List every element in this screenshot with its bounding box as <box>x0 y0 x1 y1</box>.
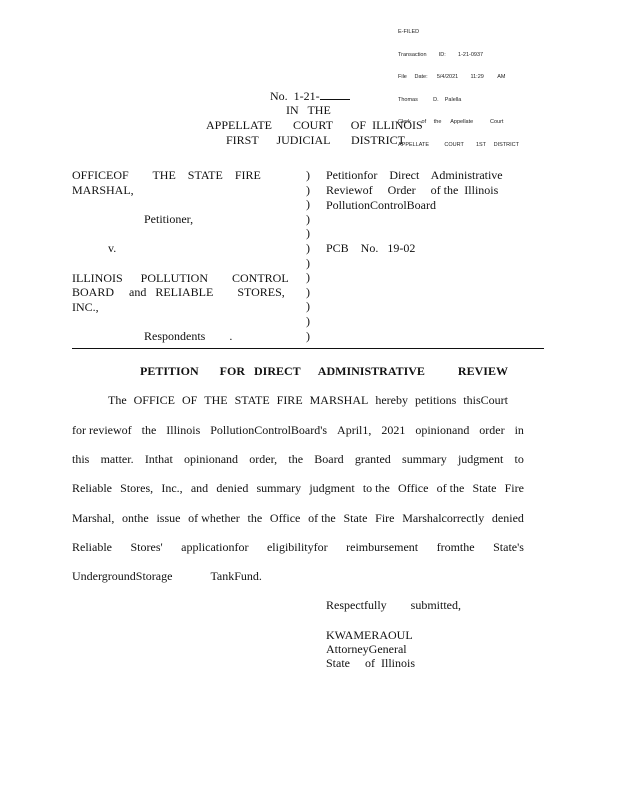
body-word: matter. <box>100 452 134 466</box>
body-word: MARSHAL <box>309 393 369 407</box>
body-word: Marshalcorrectly <box>402 511 485 525</box>
body-word: THE <box>204 393 228 407</box>
body-word: denied <box>491 511 524 525</box>
petitioner-name-line-1: OFFICEOF THE STATE FIRE <box>72 168 261 182</box>
efiling-stamp <box>398 14 519 157</box>
body-word: opinionand <box>415 423 470 437</box>
body-word: reimbursement <box>346 540 419 554</box>
case-number-label: No. 1-21- <box>270 89 320 103</box>
body-word: onthe <box>122 511 149 525</box>
body-word: judgment <box>309 481 355 495</box>
petitioner-role: Petitioner, <box>144 212 194 226</box>
body-word: STATE <box>234 393 270 407</box>
body-word: to <box>514 452 524 466</box>
body-word: order, <box>249 452 278 466</box>
respondent-role: Respondents . <box>144 329 233 343</box>
body-word: April1, <box>337 423 372 437</box>
body-word: opinionand <box>184 452 239 466</box>
stamp-line: APPELLATE COURT 1ST DISTRICT <box>398 141 519 148</box>
body-word: Board <box>314 452 344 466</box>
body-word: Illinois <box>166 423 201 437</box>
body-word: Marshal, <box>72 511 115 525</box>
respondent-name-line-3: INC., <box>72 300 99 314</box>
caption-parentheses: ) ) ) ) ) ) ) ) ) ) ) ) <box>306 168 310 343</box>
body-word: Stores' <box>130 540 163 554</box>
body-line <box>108 393 508 408</box>
body-word: granted <box>354 452 391 466</box>
body-line <box>72 423 524 438</box>
body-word: issue <box>156 511 181 525</box>
document-heading: PETITION FOR DIRECT ADMINISTRATIVE REVIEW <box>140 364 508 378</box>
body-word: judgment <box>457 452 504 466</box>
body-word: UndergroundStorage <box>72 569 173 583</box>
body-word: and <box>190 481 209 495</box>
body-word: for reviewof <box>72 423 132 437</box>
petition-type-line-3: PollutionControlBoard <box>326 198 437 212</box>
body-word: Reliable <box>72 540 112 554</box>
body-word: thisCourt <box>463 393 508 407</box>
body-word: Inc., <box>161 481 183 495</box>
stamp-line: File Date: 5/4/2021 11:29 AM <box>398 74 506 80</box>
respondent-name-line-2: BOARD and RELIABLE STORES, <box>72 285 285 299</box>
case-number <box>264 74 350 104</box>
body-word: of the <box>436 481 465 495</box>
versus: v. <box>108 241 117 255</box>
body-word: this <box>72 452 90 466</box>
body-line <box>72 569 524 584</box>
signatory-title: AttorneyGeneral <box>326 642 407 656</box>
court-line-2: APPELLATE COURT OF ILLINOIS <box>206 118 423 132</box>
court-line-3: FIRST JUDICIAL DISTRICT <box>226 133 406 147</box>
body-line <box>72 452 524 467</box>
body-word: order <box>479 423 505 437</box>
body-word: FIRE <box>276 393 303 407</box>
body-word: summary <box>256 481 302 495</box>
body-word: OFFICE <box>133 393 175 407</box>
body-word: OF <box>181 393 198 407</box>
body-line <box>72 540 524 555</box>
signature-closing: Respectfully submitted, <box>326 598 461 612</box>
body-word: hereby <box>375 393 408 407</box>
body-word: to the <box>362 481 390 495</box>
stamp-line: Thomas D. Palella <box>398 96 462 103</box>
body-word: State <box>343 511 368 525</box>
body-word: Reliable <box>72 481 112 495</box>
body-word: of whether <box>188 511 240 525</box>
body-word: the <box>141 423 157 437</box>
body-word: of the <box>308 511 336 525</box>
stamp-line: Clerk of the Appellate Court <box>398 119 504 125</box>
body-word: applicationfor <box>181 540 249 554</box>
petition-type-line-1: Petitionfor Direct Administrative <box>326 168 503 182</box>
body-word: Office <box>269 511 301 525</box>
court-line-1: IN THE <box>286 103 331 117</box>
stamp-line: E-FILED <box>398 29 420 35</box>
case-number-blank <box>320 89 350 100</box>
body-word: fromthe <box>436 540 475 554</box>
body-word: TankFund. <box>210 569 262 583</box>
body-word: The <box>108 393 127 407</box>
body-line <box>72 511 524 526</box>
body-word: the <box>247 511 263 525</box>
petitioner-name-line-2: MARSHAL, <box>72 183 134 197</box>
caption-divider <box>72 348 544 349</box>
body-word: PollutionControlBoard's <box>210 423 328 437</box>
stamp-line: Transaction ID: 1-21-0937 <box>398 51 484 58</box>
body-word: Office <box>398 481 429 495</box>
body-word: Fire <box>504 481 524 495</box>
body-word: Fire <box>375 511 395 525</box>
body-word: Stores, <box>120 481 154 495</box>
body-word: denied <box>216 481 249 495</box>
body-word: eligibilityfor <box>266 540 328 554</box>
signatory-state: State of Illinois <box>326 656 415 670</box>
body-word: State <box>472 481 497 495</box>
body-word: 2021 <box>381 423 406 437</box>
body-word: in <box>514 423 524 437</box>
body-word: petitions <box>414 393 457 407</box>
body-word: summary <box>402 452 447 466</box>
body-line <box>72 481 524 496</box>
body-word: State's <box>493 540 524 554</box>
signatory-name: KWAMERAOUL <box>326 628 413 642</box>
body-word: Inthat <box>144 452 173 466</box>
body-word: the <box>288 452 304 466</box>
petition-type-line-2: Reviewof Order of the Illinois <box>326 183 499 197</box>
pcb-number: PCB No. 19-02 <box>326 241 416 255</box>
respondent-name-line-1: ILLINOIS POLLUTION CONTROL <box>72 271 289 285</box>
